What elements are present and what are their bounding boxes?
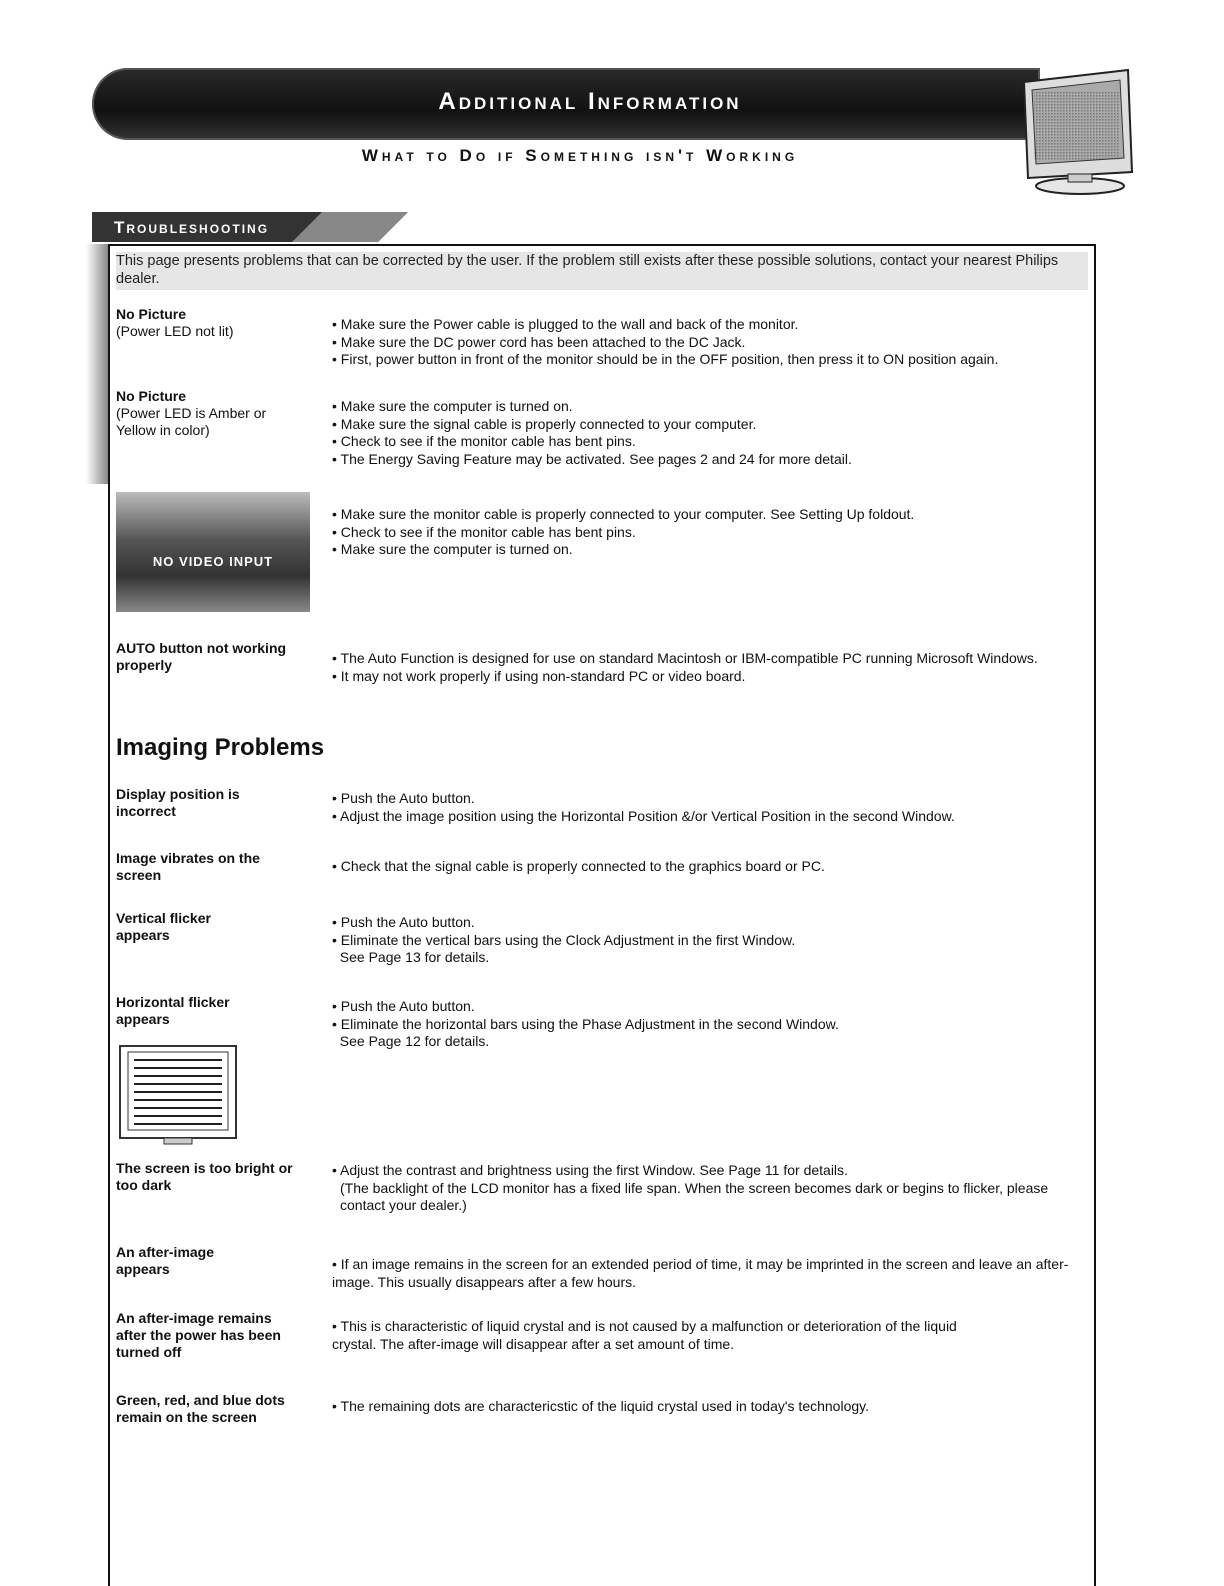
problem-label <box>116 388 306 439</box>
solution-item: • Check that the signal cable is properly connected to the graphics board or PC. <box>332 858 825 874</box>
solution-item: • Eliminate the vertical bars using the Clock Adjustment in the first Window. <box>332 931 796 948</box>
solution-item: • Make sure the computer is turned on. <box>332 398 573 414</box>
problem-subtitle: (Power LED is Amber or Yellow in color) <box>116 405 267 438</box>
imaging-title: Horizontal flicker appears <box>116 994 230 1027</box>
imaging-label <box>116 1160 296 1194</box>
solution-item: See Page 12 for details. <box>332 1033 490 1049</box>
solution-item: • Adjust the contrast and brightness using the first Window. See Page 11 for details. <box>332 1162 848 1178</box>
page-subtitle: What to Do if Something isn't Working <box>361 146 799 165</box>
imaging-title: Vertical flicker appears <box>116 910 211 943</box>
solution-item: • Make sure the Power cable is plugged to the wall and back of the monitor. <box>332 316 799 332</box>
solution-item: • Make sure the monitor cable is properly connected to your computer. See Setting Up foldout. <box>332 506 915 522</box>
solution-item: • Check to see if the monitor cable has bent pins. <box>332 523 636 540</box>
solution-item: (The backlight of the LCD monitor has a fixed life span. When the screen becomes dark or begins to flicker, please contact your dealer.) <box>340 1179 1049 1213</box>
imaging-title: An after-image remains after the power has been turned off <box>116 1310 281 1360</box>
solution-item: • The remaining dots are charactericstic of the liquid crystal used in today's technology. <box>332 1398 869 1414</box>
problem-subtitle: (Power LED not lit) <box>116 323 234 339</box>
horizontal-flicker-illustration <box>118 1044 238 1146</box>
solution-item: • Check to see if the monitor cable has bent pins. <box>332 433 636 449</box>
problem-solutions <box>332 506 1092 559</box>
solution-item: • Eliminate the horizontal bars using the Phase Adjustment in the second Window. <box>332 1015 839 1032</box>
imaging-solutions <box>332 914 1092 967</box>
imaging-solutions <box>332 1318 1092 1353</box>
imaging-solutions <box>332 858 1092 876</box>
imaging-heading: Imaging Problems <box>116 734 325 761</box>
imaging-title: An after-image appears <box>116 1244 215 1277</box>
solution-item: • Adjust the image position using the Horizontal Position &/or Vertical Position in the second Window. <box>332 807 955 824</box>
problem-title: AUTO button not working properly <box>116 640 287 673</box>
solution-item: • The Auto Function is designed for use on standard Macintosh or IBM-compatible PC running Microsoft Windows. <box>332 650 1038 666</box>
imaging-label <box>116 850 276 884</box>
solution-item: • Make sure the DC power cord has been attached to the DC Jack. <box>332 333 746 350</box>
solution-item: • This is characteristic of liquid crystal and is not caused by a malfunction or deterioration of the liquid crystal. The after-image will disappear after a set amount of time. <box>332 1318 957 1352</box>
solution-item: • Push the Auto button. <box>332 914 475 930</box>
solution-item: • Push the Auto button. <box>332 790 475 806</box>
imaging-solutions <box>332 1256 1092 1291</box>
imaging-label <box>116 1392 306 1426</box>
solution-item: • First, power button in front of the monitor should be in the OFF position, then press it to ON position again. <box>332 351 999 367</box>
screen-message: NO VIDEO INPUT <box>152 554 274 569</box>
solution-item: • It may not work properly if using non-standard PC or video board. <box>332 667 746 684</box>
page-title: Additional Information <box>438 88 742 115</box>
solution-item: • Make sure the computer is turned on. <box>332 541 573 557</box>
solution-item: • The Energy Saving Feature may be activated. See pages 2 and 24 for more detail. <box>332 450 852 467</box>
imaging-label <box>116 786 276 820</box>
problem-solutions <box>332 316 1092 369</box>
problem-title: No Picture <box>116 388 187 404</box>
problem-label <box>116 306 306 340</box>
solution-item: • Push the Auto button. <box>332 998 475 1014</box>
solution-item: See Page 13 for details. <box>332 949 490 965</box>
imaging-solutions <box>332 1162 1092 1215</box>
imaging-title: Green, red, and blue dots remain on the screen <box>116 1392 285 1425</box>
problem-label <box>116 640 306 674</box>
imaging-label <box>116 910 246 944</box>
imaging-label <box>116 994 266 1028</box>
imaging-title: Image vibrates on the screen <box>116 850 260 883</box>
imaging-solutions <box>332 790 1092 825</box>
section-tab-label: Troubleshooting <box>114 218 270 237</box>
imaging-title: Display position is incorrect <box>116 786 240 819</box>
sidebar-shade <box>86 244 108 484</box>
monitor-icon <box>1018 68 1136 198</box>
problem-solutions <box>332 398 1092 468</box>
imaging-solutions <box>332 998 1092 1051</box>
solution-item: • If an image remains in the screen for an extended period of time, it may be imprinted in the screen and leave an after-image. This usually disappears after a few hours. <box>332 1256 1069 1290</box>
intro-text: This page presents problems that can be corrected by the user. If the problem still exists after these possible solutions, contact your nearest Philips dealer. <box>116 252 1088 290</box>
problem-title: No Picture <box>116 306 187 322</box>
solution-item: • Make sure the signal cable is properly connected to your computer. <box>332 415 757 432</box>
imaging-solutions <box>332 1398 1092 1416</box>
imaging-title: The screen is too bright or too dark <box>116 1160 293 1193</box>
problem-solutions <box>332 650 1092 685</box>
imaging-label <box>116 1310 296 1361</box>
no-video-input-screen <box>116 492 310 612</box>
imaging-label <box>116 1244 236 1278</box>
